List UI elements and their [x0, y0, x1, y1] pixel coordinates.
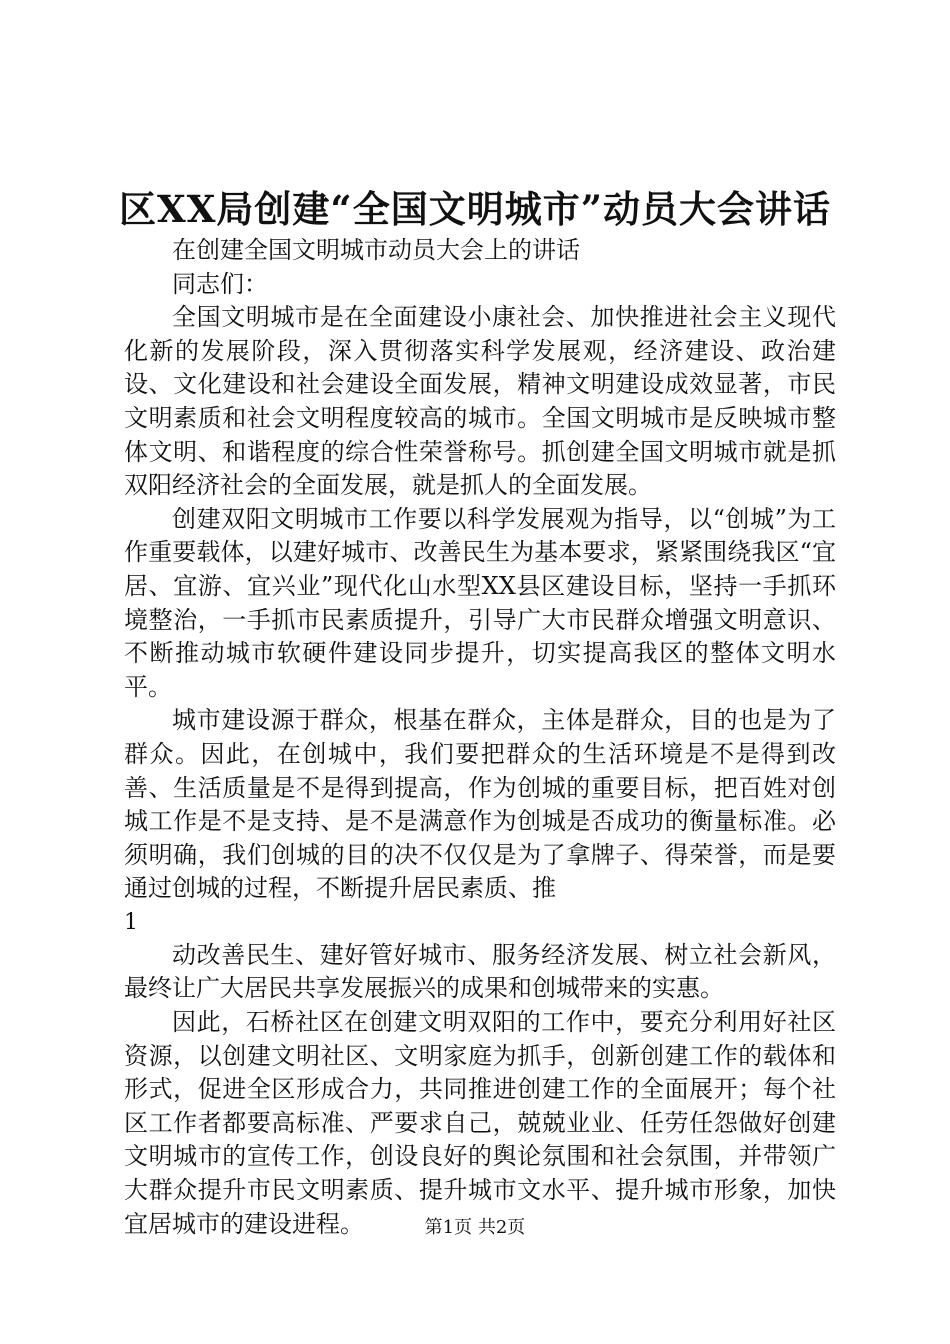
subtitle: 在创建全国文明城市动员大会上的讲话	[172, 236, 580, 264]
document-title: 区XX局创建“全国文明城市”动员大会讲话	[119, 187, 831, 231]
paragraph-5: 因此，石桥社区在创建文明双阳的工作中，要充分利用好社区资源，以创建文明社区、文明家庭为抓手，创新创建工作的载体和形式，促进全区形成合力，共同推进创建工作的全面展开；每个社区工作者都要高标准、严要求自己，兢兢业业、任劳任怨做好创建文明城市的宣传工作，创设良好的舆论氛围和社会氛围，并带领广大群众提升市民文明素质、提升城市文水平、提升城市形象，加快宜居城市的建设进程。	[124, 1008, 836, 1238]
paragraph-4: 动改善民生、建好管好城市、服务经济发展、树立社会新风，最终让广大居民共享发展振兴的成果和创城带来的实惠。	[124, 940, 836, 1003]
paragraph-1: 全国文明城市是在全面建设小康社会、加快推进社会主义现代化新的发展阶段，深入贯彻落实科学发展观，经济建设、政治建设、文化建设和社会建设全面发展，精神文明建设成效显著，市民文明素质和社会文明程度较高的城市。全国文明城市是反映城市整体文明、和谐程度的综合性荣誉称号。抓创建全国文明城市就是抓双阳经济社会的全面发展，就是抓人的全面发展。	[124, 303, 836, 500]
paragraph-2: 创建双阳文明城市工作要以科学发展观为指导，以“创城”为工作重要载体，以建好城市、改善民生为基本要求，紧紧围绕我区“宜居、宜游、宜兴业”现代化山水型XX县区建设目标，坚持一手抓环境整治，一手抓市民素质提升，引导广大市民群众增强文明意识、不断推动城市软硬件建设同步提升，切实提高我区的整体文明水平。	[124, 504, 836, 701]
inline-page-marker: 1	[124, 909, 138, 935]
greeting: 同志们：	[172, 269, 268, 298]
paragraph-3: 城市建设源于群众，根基在群众，主体是群众，目的也是为了群众。因此，在创城中，我们要把群众的生活环境是不是得到改善、生活质量是不是得到提高，作为创城的重要目标，把百姓对创城工作是不是支持、是不是满意作为创城是否成功的衡量标准。必须明确，我们创城的目的决不仅仅是为了拿牌子、得荣誉，而是要通过创城的过程，不断提升居民素质、推	[124, 706, 836, 903]
document-body	[124, 234, 836, 1241]
page-footer: 第1页 共2页	[424, 1217, 526, 1238]
